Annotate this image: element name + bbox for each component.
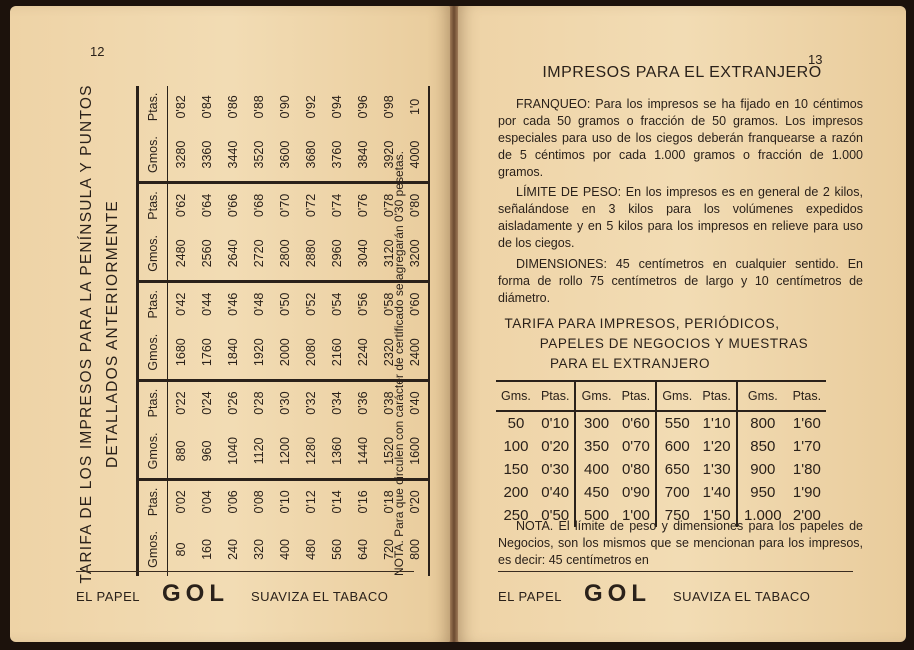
table-cell: 0'46 xyxy=(226,292,240,316)
table-cell: 750 xyxy=(656,504,697,527)
column-header: Ptas. xyxy=(138,479,168,523)
dimensiones-paragraph: DIMENSIONES: 45 centímetros en cualquier sentido. En forma de rollo 75 centímetros de largo y 10 centímetros de diámetro. xyxy=(498,257,863,305)
table-cell: 500 xyxy=(575,504,616,527)
column-header: Gms. xyxy=(737,381,788,411)
table-cell: 0'74 xyxy=(330,193,344,218)
table-cell: 3440 xyxy=(220,128,246,183)
tariff-title xyxy=(74,74,126,594)
column-header: Gms. xyxy=(656,381,697,411)
left-page xyxy=(10,6,450,642)
table-cell: 2240 xyxy=(350,325,376,380)
table-cell: 0'90 xyxy=(278,95,292,119)
column-header: Ptas. xyxy=(138,183,168,227)
table-cell: 0'64 xyxy=(200,193,214,218)
table-cell: 0'54 xyxy=(330,292,344,316)
table-cell: 3120 xyxy=(376,227,402,282)
foreign-tariff-table xyxy=(496,380,826,527)
brand-logo: GOL xyxy=(583,580,651,607)
table-cell: 3680 xyxy=(298,128,324,183)
table-cell: 1040 xyxy=(220,424,246,479)
table-row xyxy=(496,481,826,504)
tariff-title-line1: TARIFA DE LOS IMPRESOS PARA LA PENÍNSULA Y PUNTOS xyxy=(78,84,95,584)
table-cell: 560 xyxy=(330,539,344,560)
tariff-title-line2: DETALLADOS ANTERIORMENTE xyxy=(104,200,121,468)
table-row xyxy=(220,86,246,576)
table-cell: 1120 xyxy=(246,424,272,479)
table-cell: 0'56 xyxy=(356,292,370,316)
limite-paragraph: LÍMITE DE PESO: En los impresos es en general de 2 kilos, señalándose en 3 kilos para los volúmenes expedidos aisladamente y en 5 kilos para los impresos en relieve para uso de los ciegos. xyxy=(498,185,863,250)
tariff-heading-line3: PARA EL EXTRANJERO xyxy=(549,356,711,371)
table-cell: 320 xyxy=(252,539,266,560)
table-cell: 100 xyxy=(503,438,529,455)
table-cell: 800 xyxy=(737,411,788,435)
table-cell: 0'78 xyxy=(382,193,396,218)
table-row xyxy=(496,411,826,435)
table-cell: 0'84 xyxy=(200,95,214,119)
table-cell: 0'82 xyxy=(174,95,188,119)
table-cell: 0'80 xyxy=(402,183,429,227)
table-cell: 0'18 xyxy=(382,490,396,514)
column-header: Gmos. xyxy=(138,523,168,576)
table-cell: 0'68 xyxy=(252,193,266,218)
table-cell: 0'86 xyxy=(226,95,240,119)
table-cell: 0'20 xyxy=(402,479,429,523)
franqueo-paragraph: FRANQUEO: Para los impresos se ha fijado en 10 céntimos por cada 50 gramos o fracción de 50 gramos. Los impresos especiales para uso de los ciegos deberán franquearse a razón de 5 céntimos por cada 1.000 gramos o fracción de 1.000 gramos. xyxy=(498,97,863,179)
table-cell: 4000 xyxy=(402,128,429,183)
table-cell: 0'14 xyxy=(330,490,344,514)
table-cell: 200 xyxy=(503,484,529,501)
table-cell: 2000 xyxy=(272,325,298,380)
table-cell: 1'0 xyxy=(402,86,429,128)
table-cell: 240 xyxy=(226,539,240,560)
table-cell: 0'60 xyxy=(402,282,429,326)
column-header: Ptas. xyxy=(697,381,737,411)
table-cell: 1'50 xyxy=(702,507,731,524)
table-cell: 0'36 xyxy=(356,391,370,415)
table-cell: 0'30 xyxy=(541,461,570,478)
negocios-note: NOTA. El límite de peso y dimensiones para los papeles de Negocios, son los mismos que se mencionan para los impresos, es decir: 45 centímetros en xyxy=(498,519,863,567)
table-cell: 0'28 xyxy=(252,391,266,415)
table-cell: 1'30 xyxy=(702,461,731,478)
table-cell: 0'34 xyxy=(330,391,344,415)
table-cell: 1440 xyxy=(350,424,376,479)
table-cell: 800 xyxy=(402,523,429,576)
table-cell: 3520 xyxy=(246,128,272,183)
table-cell: 160 xyxy=(200,539,214,560)
table-header-row xyxy=(138,86,168,576)
tariff-heading-line2: PAPELES DE NEGOCIOS Y MUESTRAS xyxy=(539,336,809,351)
table-cell: 650 xyxy=(656,458,697,481)
table-cell: 1840 xyxy=(220,325,246,380)
certificate-note: NOTA. Para que circulen con carácter de certificado se agregarán 0'30 pesetas. xyxy=(392,151,406,576)
table-cell: 0'22 xyxy=(174,391,188,415)
table-cell: 0'10 xyxy=(278,490,292,514)
table-cell: 2880 xyxy=(298,227,324,282)
table-cell: 0'76 xyxy=(356,193,370,218)
tariff-heading-line1: TARIFA PARA IMPRESOS, PERIÓDICOS, xyxy=(504,316,780,331)
page-title: IMPRESOS PARA EL EXTRANJERO xyxy=(542,64,822,81)
table-cell: 1280 xyxy=(298,424,324,479)
table-cell: 700 xyxy=(656,481,697,504)
table-row xyxy=(168,86,195,576)
table-cell: 3600 xyxy=(272,128,298,183)
page-number: 12 xyxy=(90,44,105,59)
table-row xyxy=(194,86,220,576)
table-cell: 2640 xyxy=(220,227,246,282)
table-cell: 0'58 xyxy=(382,292,396,316)
table-cell: 0'88 xyxy=(252,95,266,119)
footer-right-text: SUAVIZA EL TABACO xyxy=(250,589,389,604)
table-cell: 1.000 xyxy=(737,504,788,527)
rotated-tariff-block xyxy=(74,74,424,594)
table-cell: 0'40 xyxy=(402,380,429,424)
table-cell: 0'50 xyxy=(278,292,292,316)
table-cell: 0'50 xyxy=(541,507,570,524)
table-cell: 0'32 xyxy=(304,391,318,415)
table-cell: 2480 xyxy=(168,227,195,282)
table-cell: 960 xyxy=(194,424,220,479)
table-cell: 80 xyxy=(174,542,188,557)
table-cell: 0'90 xyxy=(621,484,650,501)
table-cell: 0'08 xyxy=(252,490,266,514)
column-header: Ptas. xyxy=(788,381,826,411)
table-cell: 250 xyxy=(503,507,529,524)
column-header: Ptas. xyxy=(138,282,168,326)
table-cell: 0'02 xyxy=(174,490,188,514)
table-cell: 3840 xyxy=(350,128,376,183)
table-cell: 0'30 xyxy=(278,391,292,415)
table-cell: 1920 xyxy=(246,325,272,380)
column-header: Ptas. xyxy=(536,381,576,411)
table-cell: 1'60 xyxy=(792,415,821,432)
table-cell: 0'92 xyxy=(304,95,318,119)
table-cell: 2720 xyxy=(246,227,272,282)
table-cell: 1'90 xyxy=(792,484,821,501)
table-cell: 0'10 xyxy=(541,415,570,432)
table-cell: 3920 xyxy=(376,128,402,183)
table-cell: 600 xyxy=(656,435,697,458)
table-row xyxy=(298,86,324,576)
table-cell: 1'80 xyxy=(792,461,821,478)
table-cell: 0'12 xyxy=(304,490,318,514)
table-cell: 1'40 xyxy=(702,484,731,501)
table-cell: 0'98 xyxy=(382,95,396,119)
table-cell: 2'00 xyxy=(792,507,821,524)
table-cell: 3040 xyxy=(350,227,376,282)
table-cell: 450 xyxy=(575,481,616,504)
table-cell: 0'52 xyxy=(304,292,318,316)
table-cell: 0'38 xyxy=(382,391,396,415)
table-cell: 0'42 xyxy=(174,292,188,316)
table-cell: 0'80 xyxy=(621,461,650,478)
peninsula-tariff-table xyxy=(136,86,430,576)
table-cell: 2080 xyxy=(298,325,324,380)
column-header: Gmos. xyxy=(138,325,168,380)
table-cell: 0'70 xyxy=(278,193,292,218)
table-cell: 0'26 xyxy=(226,391,240,415)
table-cell: 900 xyxy=(737,458,788,481)
table-row xyxy=(496,458,826,481)
table-cell: 0'94 xyxy=(330,95,344,119)
table-row xyxy=(350,86,376,576)
table-cell: 50 xyxy=(507,415,525,432)
page-footer xyxy=(498,571,853,608)
table-cell: 1'70 xyxy=(792,438,821,455)
table-cell: 400 xyxy=(278,539,292,560)
table-cell: 1680 xyxy=(168,325,195,380)
column-header: Ptas. xyxy=(138,380,168,424)
right-page xyxy=(458,6,906,642)
table-cell: 880 xyxy=(168,424,195,479)
table-cell: 1520 xyxy=(376,424,402,479)
table-cell: 2320 xyxy=(376,325,402,380)
table-cell: 1200 xyxy=(272,424,298,479)
table-cell: 0'20 xyxy=(541,438,570,455)
table-cell: 0'40 xyxy=(541,484,570,501)
table-header-row xyxy=(496,381,826,411)
table-row xyxy=(324,86,350,576)
table-cell: 1'20 xyxy=(702,438,731,455)
table-cell: 720 xyxy=(382,539,396,560)
table-cell: 1600 xyxy=(402,424,429,479)
column-header: Gmos. xyxy=(138,227,168,282)
table-cell: 3200 xyxy=(402,227,429,282)
table-row xyxy=(272,86,298,576)
table-cell: 480 xyxy=(304,539,318,560)
footer-right-text: SUAVIZA EL TABACO xyxy=(672,589,811,604)
column-header: Gms. xyxy=(496,381,536,411)
column-header: Ptas. xyxy=(617,381,657,411)
table-cell: 1'10 xyxy=(702,415,731,432)
table-cell: 0'16 xyxy=(356,490,370,514)
table-cell: 0'60 xyxy=(621,415,650,432)
column-header: Ptas. xyxy=(138,86,168,128)
table-cell: 850 xyxy=(737,435,788,458)
table-cell: 150 xyxy=(503,461,529,478)
page-footer xyxy=(76,571,414,608)
table-row xyxy=(496,435,826,458)
footer-left-text: EL PAPEL xyxy=(76,589,140,604)
table-cell: 550 xyxy=(656,411,697,435)
table-cell: 1360 xyxy=(324,424,350,479)
table-cell: 0'44 xyxy=(200,292,214,316)
page-number: 13 xyxy=(808,52,823,67)
table-cell: 350 xyxy=(575,435,616,458)
table-cell: 1'00 xyxy=(621,507,650,524)
footer-left-text: EL PAPEL xyxy=(498,589,562,604)
table-cell: 0'72 xyxy=(304,193,318,218)
table-cell: 0'24 xyxy=(200,391,214,415)
column-header: Gms. xyxy=(575,381,616,411)
column-header: Gmos. xyxy=(138,128,168,183)
table-row xyxy=(246,86,272,576)
table-cell: 2800 xyxy=(272,227,298,282)
table-cell: 950 xyxy=(737,481,788,504)
column-header: Gmos. xyxy=(138,424,168,479)
brand-logo: GOL xyxy=(161,580,229,607)
table-cell: 2560 xyxy=(194,227,220,282)
table-cell: 0'62 xyxy=(174,193,188,218)
table-cell: 0'48 xyxy=(252,292,266,316)
table-cell: 400 xyxy=(575,458,616,481)
table-cell: 0'70 xyxy=(621,438,650,455)
table-cell: 2960 xyxy=(324,227,350,282)
table-cell: 640 xyxy=(356,539,370,560)
table-cell: 3280 xyxy=(168,128,195,183)
table-cell: 0'06 xyxy=(226,490,240,514)
table-cell: 2400 xyxy=(402,325,429,380)
table-cell: 300 xyxy=(575,411,616,435)
table-cell: 0'66 xyxy=(226,193,240,218)
table-cell: 3360 xyxy=(194,128,220,183)
table-cell: 2160 xyxy=(324,325,350,380)
table-cell: 3760 xyxy=(324,128,350,183)
table-cell: 0'96 xyxy=(356,95,370,119)
table-cell: 1760 xyxy=(194,325,220,380)
table-cell: 0'04 xyxy=(200,490,214,514)
